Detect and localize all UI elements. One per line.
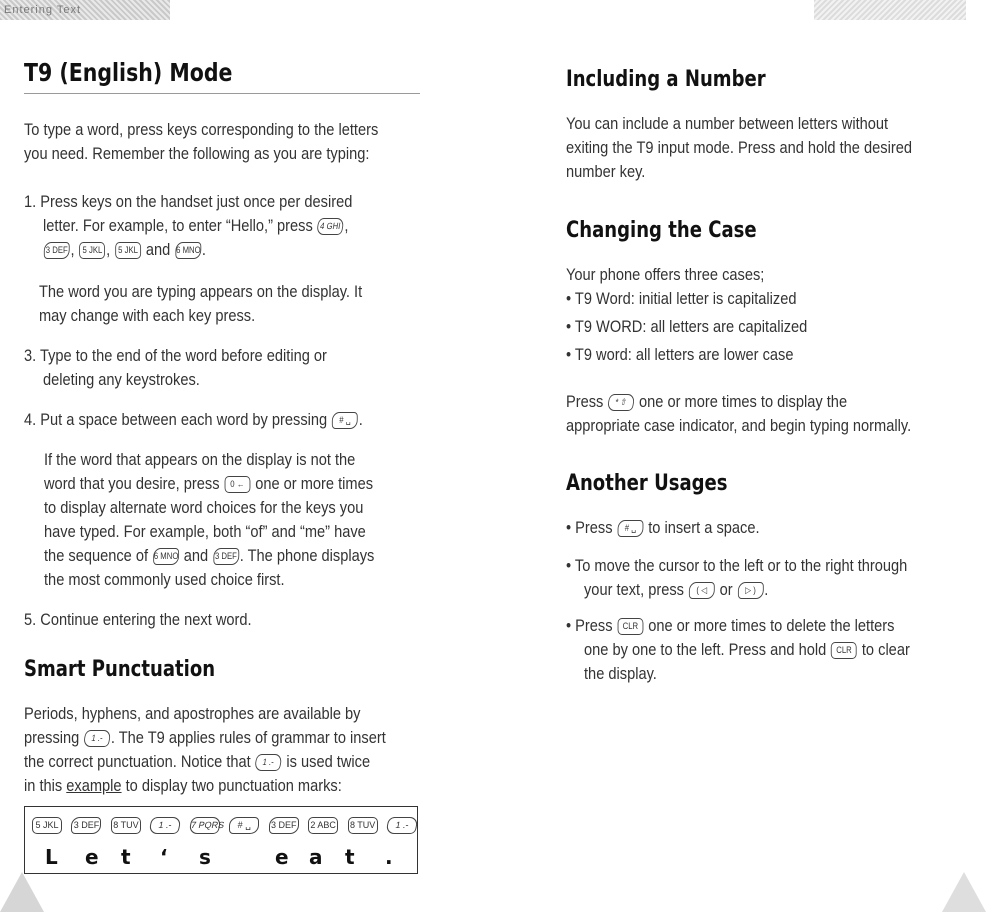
step1-line-3: 3 DEF , 5 JKL , 5 JKL and 6 MNO. <box>45 240 206 259</box>
including-number-heading: Including a Number <box>566 67 766 92</box>
sequence-char: a <box>309 845 323 869</box>
note-line-1: If the word that appears on the display is not the <box>44 450 356 469</box>
key-7-icon: 7 PQRS <box>188 817 222 834</box>
key-1-icon: 1 .- <box>254 754 283 771</box>
sequence-char: t <box>345 845 355 869</box>
title-rule <box>24 93 420 94</box>
sequence-char: e <box>275 845 289 869</box>
key-6-icon: 6 MNO <box>175 242 201 259</box>
case-bullet: • T9 Word: initial letter is capitalized <box>566 289 797 308</box>
sequence-char: . <box>385 845 393 869</box>
case-press-line-2: appropriate case indicator, and begin typing normally. <box>566 416 912 435</box>
smart-line-3: the correct punctuation. Notice that 1 .- is used twice <box>24 752 371 771</box>
step5-line: 5. Continue entering the next word. <box>24 610 252 629</box>
smart-line-2: pressing 1 .- . The T9 applies rules of grammar to insert <box>24 728 386 747</box>
left-nav-key-icon: ( ◁ <box>689 582 715 599</box>
corner-ornament <box>0 872 44 912</box>
number-line-1: You can include a number between letters without <box>566 114 889 133</box>
page-title: T9 (English) Mode <box>24 58 233 87</box>
usage-bullet-2-line-1: • To move the cursor to the left or to the right through <box>566 556 908 575</box>
smart-line-1: Periods, hyphens, and apostrophes are available by <box>24 704 361 723</box>
key-8-icon: 8 TUV <box>348 817 378 834</box>
key-3-icon: 3 DEF <box>71 817 101 834</box>
key-5-icon: 5 JKL <box>80 242 106 259</box>
step2-line-2: may change with each key press. <box>39 306 256 325</box>
number-line-2: exiting the T9 input mode. Press and hold the desired <box>566 138 912 157</box>
usage-bullet-3-line-1: • Press CLR one or more times to delete the letters <box>566 616 895 635</box>
sequence-char: ‘ <box>160 845 168 869</box>
note-line-3: to display alternate word choices for the keys you <box>44 498 364 517</box>
key-6-icon: 6 MNO <box>153 548 179 565</box>
case-press-line-1: Press * ⇧ one or more times to display the <box>566 392 848 411</box>
sequence-char: L <box>45 845 58 869</box>
right-nav-key-icon: ▷ ) <box>738 582 764 599</box>
key-8-icon: 8 TUV <box>111 817 141 834</box>
step1-line-1: 1. Press keys on the handset just once per desired <box>24 192 353 211</box>
usage-bullet-3-line-3: the display. <box>584 664 657 683</box>
key-3-icon: 3 DEF <box>269 817 299 834</box>
intro-line-1: To type a word, press keys corresponding to the letters <box>24 120 379 139</box>
step3-line-2: deleting any keystrokes. <box>43 370 200 389</box>
number-line-3: number key. <box>566 162 646 181</box>
note-line-5: the sequence of 6 MNO and 3 DEF . The phone displays <box>44 546 375 565</box>
key-1-icon: 1 .- <box>385 817 419 834</box>
key-1-icon: 1 .- <box>83 730 112 747</box>
sequence-char: e <box>85 845 99 869</box>
key-3-icon: 3 DEF <box>44 242 70 259</box>
note-line-2: word that you desire, press 0 ← one or more times <box>44 474 374 493</box>
pound-key-icon: # ␣ <box>229 817 259 834</box>
pound-key-icon: # ␣ <box>617 520 643 537</box>
corner-ornament <box>942 872 986 912</box>
sequence-keys <box>31 817 421 835</box>
usage-bullet-1: • Press # ␣ to insert a space. <box>566 518 760 537</box>
header-pattern <box>814 0 966 20</box>
key-sequence-example <box>24 806 418 874</box>
key-3-icon: 3 DEF <box>213 548 239 565</box>
step4-line: 4. Put a space between each word by pressing # ␣ . <box>24 410 363 429</box>
star-key-icon: * ⇧ <box>607 394 636 411</box>
intro-line-2: you need. Remember the following as you are typing: <box>24 144 370 163</box>
usage-bullet-3-line-2: one by one to the left. Press and hold CLR to clear <box>584 640 910 659</box>
key-5-icon: 5 JKL <box>115 242 141 259</box>
usage-bullet-2-line-2: your text, press ( ◁ or ▷ ) . <box>584 580 769 599</box>
key-2-icon: 2 ABC <box>308 817 338 834</box>
note-line-6: the most commonly used choice first. <box>44 570 285 589</box>
step1-line-2: letter. For example, to enter “Hello,” press 4 GHI , <box>43 216 349 235</box>
clear-key-icon: CLR <box>617 618 643 635</box>
step3-line-1: 3. Type to the end of the word before editing or <box>24 346 327 365</box>
another-usages-heading: Another Usages <box>566 471 728 496</box>
case-bullet: • T9 word: all letters are lower case <box>566 345 794 364</box>
sequence-char: s <box>199 845 211 869</box>
key-0-icon: 0 ← <box>224 476 250 493</box>
key-4-icon: 4 GHI <box>316 218 345 235</box>
case-bullet: • T9 WORD: all letters are capitalized <box>566 317 808 336</box>
clear-key-icon: CLR <box>831 642 857 659</box>
smart-line-4: in this example to display two punctuation marks: <box>24 776 342 795</box>
step2-line-1: The word you are typing appears on the display. It <box>39 282 363 301</box>
case-intro: Your phone offers three cases; <box>566 265 765 284</box>
smart-punctuation-heading: Smart Punctuation <box>24 657 216 682</box>
sequence-char: t <box>121 845 131 869</box>
header-tab: Entering Text <box>0 0 170 20</box>
changing-case-heading: Changing the Case <box>566 218 757 243</box>
note-line-4: have typed. For example, both “of” and “me” have <box>44 522 366 541</box>
key-5-icon: 5 JKL <box>32 817 62 834</box>
key-1-icon: 1 .- <box>149 817 183 834</box>
pound-key-icon: # ␣ <box>332 412 358 429</box>
